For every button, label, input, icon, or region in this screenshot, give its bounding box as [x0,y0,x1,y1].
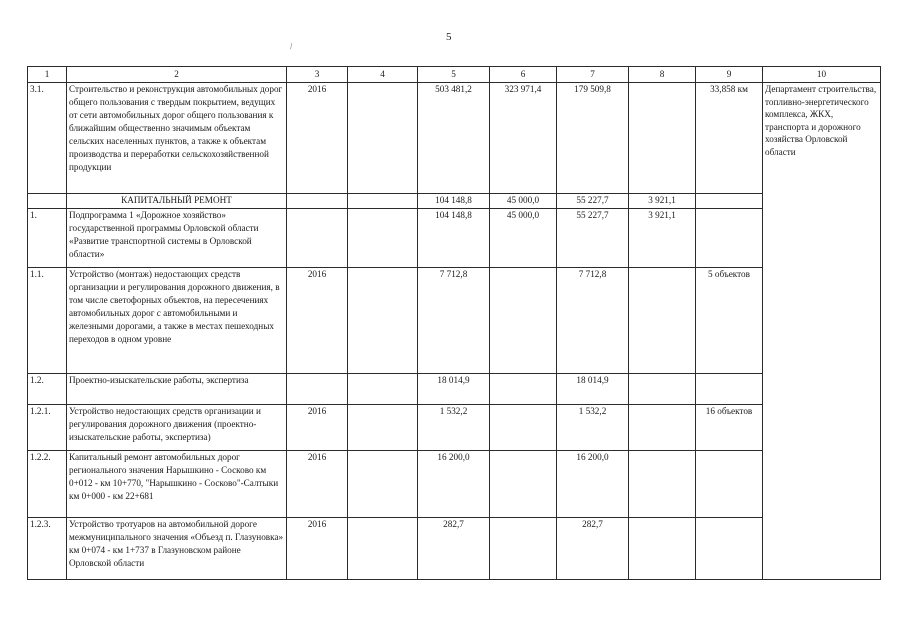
table-cell-col4 [347,267,418,374]
table-cell-name: Подпрограмма 1 «Дорожное хозяйство» государственной программы Орловской области «Развитие транспортной системы в Орловской области» [66,208,287,268]
table-cell-number: 1.2.2. [27,450,67,518]
table-cell-col6 [489,517,557,580]
table-cell-col8 [628,404,696,451]
table-cell-year: 2016 [286,82,348,194]
table-cell-col4 [347,450,418,518]
table-cell-number: 1. [27,208,67,268]
table-cell-name: Строительство и реконструкция автомобильных дорог общего пользования с твердым покрытием, ведущих от сети автомобильных дорог общего пользования к ближайшим общественно значимым объектам сельских населенных пунктов, а также к объектам производства и переработки сельскохозяйственной продукции [66,82,287,194]
table-cell-col5: 1 532,2 [417,404,490,451]
table-cell-col6: 45 000,0 [489,208,557,268]
table-cell-col8 [628,267,696,374]
table-cell-col9 [695,373,763,405]
table-cell-col9 [695,517,763,580]
table-cell-col9: 5 объектов [695,267,763,374]
scan-artifact-mark: \ [287,41,295,51]
table-cell-col5: 282,7 [417,517,490,580]
table-cell-number: 3.1. [27,82,67,194]
table-cell-number: 1.1. [27,267,67,374]
table-cell-col6 [489,267,557,374]
table-cell-col9 [695,208,763,268]
table-cell-col7: 55 227,7 [556,193,629,209]
table-cell-col6: 323 971,4 [489,82,557,194]
table-cell-col5: 104 148,8 [417,193,490,209]
table-cell-col8 [628,517,696,580]
table-cell-year: 2016 [286,404,348,451]
table-cell-col6 [489,404,557,451]
table-cell-col7: 179 509,8 [556,82,629,194]
table-cell-col7: 7 712,8 [556,267,629,374]
table-cell-number: 1.2. [27,373,67,405]
table-cell-year: 2016 [286,267,348,374]
table-cell-col8 [628,82,696,194]
table-cell-name: Устройство тротуаров на автомобильной дороге межмуниципального значения «Объезд п. Глазуновка» км 0+074 - км 1+737 в Глазуновском районе Орловской области [66,517,287,580]
header-cell-8: 8 [628,66,696,83]
header-cell-2: 2 [66,66,287,83]
table-cell-col7: 18 014,9 [556,373,629,405]
table-cell-year: 2016 [286,517,348,580]
header-cell-6: 6 [489,66,557,83]
table-cell-col6 [489,450,557,518]
table-cell-number [27,193,67,209]
table-cell-col4 [347,82,418,194]
table-cell-name: Капитальный ремонт автомобильных дорог регионального значения Нарышкино - Сосково км 0+012 - км 10+770, "Нарышкино - Сосково"-Салтыки км 0+000 - км 22+681 [66,450,287,518]
table-cell-col8 [628,373,696,405]
table-cell-col8: 3 921,1 [628,193,696,209]
table-cell-col8 [628,450,696,518]
table-cell-name: Устройство (монтаж) недостающих средств организации и регулирования дорожного движения, в том числе светофорных объектов, на пересечениях автомобильных дорог с автомобильными и железными дорогами, а также в местах пешеходных переходов в одном уровне [66,267,287,374]
table-cell-col5: 18 014,9 [417,373,490,405]
table-cell-col5: 104 148,8 [417,208,490,268]
table-cell-name: КАПИТАЛЬНЫЙ РЕМОНТ [66,193,287,209]
header-cell-7: 7 [556,66,629,83]
table-cell-col9: 16 объектов [695,404,763,451]
table-cell-col6 [489,373,557,405]
header-cell-1: 1 [27,66,67,83]
table-cell-col5: 503 481,2 [417,82,490,194]
header-cell-10: 10 [762,66,881,83]
header-cell-5: 5 [417,66,490,83]
table-cell-col9 [695,450,763,518]
table-cell-col4 [347,404,418,451]
table-cell-col4 [347,517,418,580]
header-cell-4: 4 [347,66,418,83]
table-cell-col4 [347,208,418,268]
table-cell-col6: 45 000,0 [489,193,557,209]
table-cell-name: Устройство недостающих средств организации и регулирования дорожного движения (проектно-изыскательские работы, экспертиза) [66,404,287,451]
table-cell-col5: 16 200,0 [417,450,490,518]
page-number: 5 [446,31,452,43]
table-cell-year [286,193,348,209]
table-cell-col9 [695,193,763,209]
header-cell-9: 9 [695,66,763,83]
department-cell: Департамент строительства, топливно-энергетического комплекса, ЖКХ, транспорта и дорожного хозяйства Орловской области [762,82,881,580]
table-cell-name: Проектно-изыскательские работы, экспертиза [66,373,287,405]
table-cell-col4 [347,373,418,405]
table-cell-col5: 7 712,8 [417,267,490,374]
table-cell-year [286,208,348,268]
table-cell-col9: 33,858 км [695,82,763,194]
table-cell-col7: 16 200,0 [556,450,629,518]
table-cell-number: 1.2.1. [27,404,67,451]
table-cell-col8: 3 921,1 [628,208,696,268]
table-cell-year [286,373,348,405]
table-cell-col4 [347,193,418,209]
header-cell-3: 3 [286,66,348,83]
table-cell-year: 2016 [286,450,348,518]
table-cell-col7: 55 227,7 [556,208,629,268]
table-cell-col7: 1 532,2 [556,404,629,451]
table-cell-number: 1.2.3. [27,517,67,580]
table-cell-col7: 282,7 [556,517,629,580]
